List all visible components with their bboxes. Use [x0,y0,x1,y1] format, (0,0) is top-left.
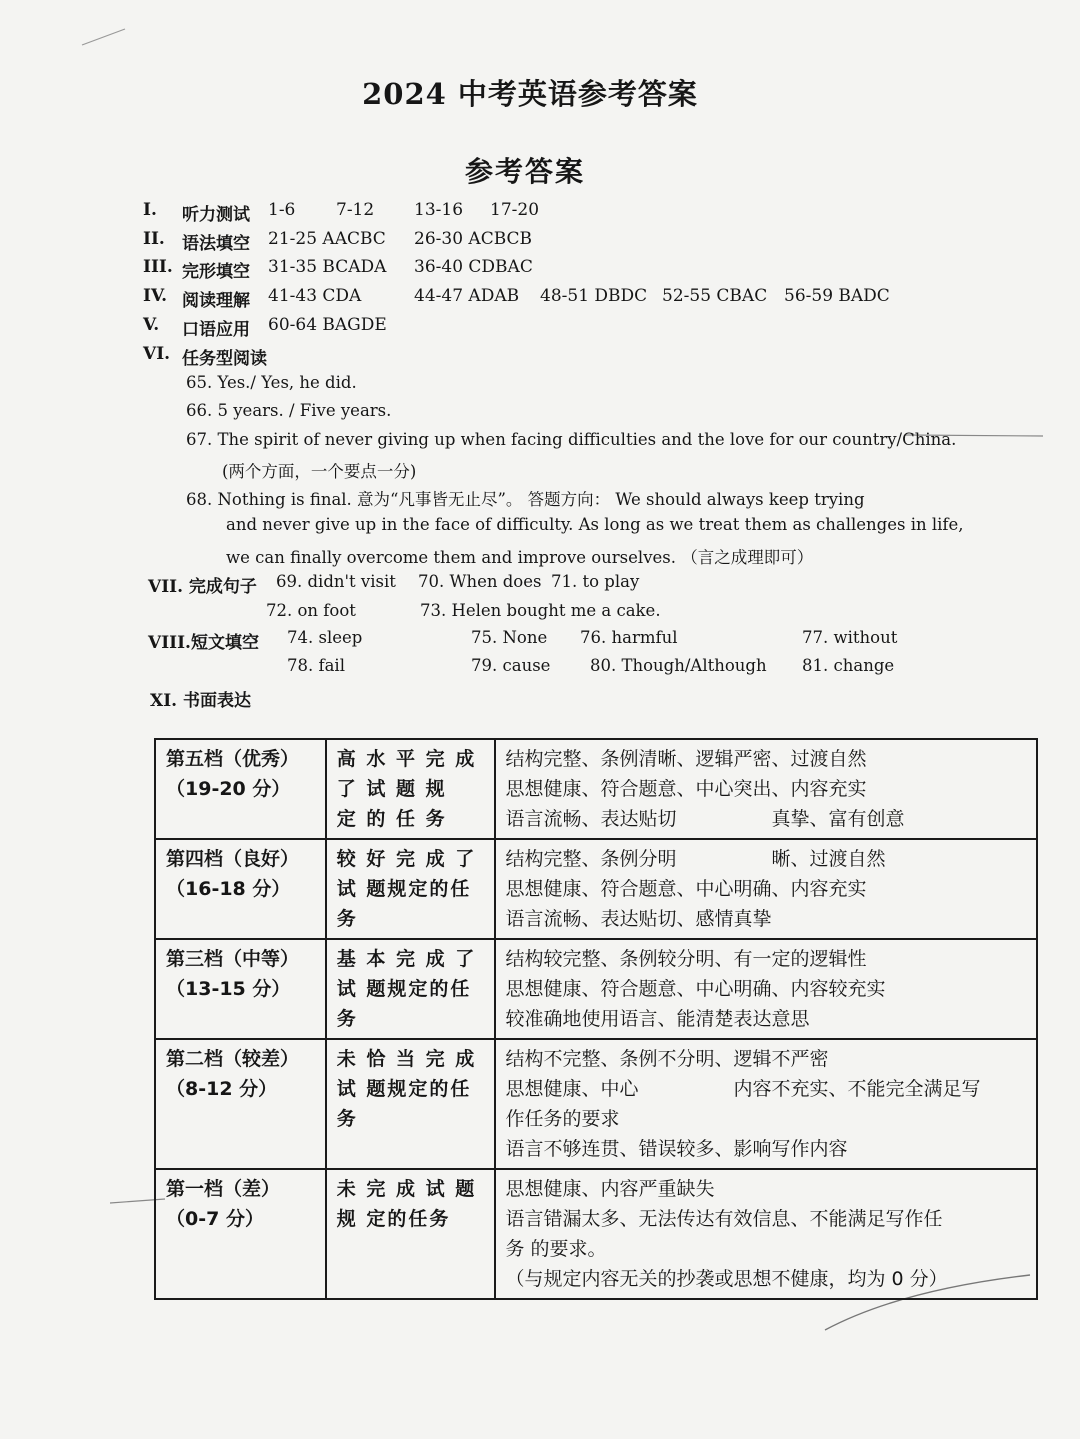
answer-76: 76. harmful [580,628,678,647]
rubric-task-cell [326,1169,495,1299]
rubric-criteria-line: 结构较完整、条例较分明、有一定的逻辑性 [505,948,867,970]
rubric-grade-cell [155,1169,326,1299]
rubric-task-line: 未 恰 当 完 成 [336,1048,477,1070]
rubric-criteria-line: 思想健康、符合题意、中心明确、内容充实 [505,878,867,900]
rubric-criteria-line: 结构完整、条例分明 晰、过渡自然 [505,848,886,870]
writing-rubric-table [154,738,1038,1300]
answer-79: 79. cause [471,656,551,675]
answer-60-64: 60-64 BAGDE [268,315,387,335]
answer-67: 67. The spirit of never giving up when facing difficulties and the love for our country/China. [186,430,957,449]
rubric-grade-line: （16-18 分） [166,878,291,900]
section-name-6: 任务型阅读 [182,349,267,369]
rubric-task-line: 务 [336,1008,358,1030]
section-num-6: VI. [143,344,171,364]
rubric-grade-cell [155,839,326,939]
answer-13-16: 13-16 [414,200,464,220]
rubric-grade-line: 第三档（中等） [166,948,300,970]
rubric-row [155,839,1037,939]
rubric-task-line: 务 [336,908,358,930]
rubric-grade-line: （8-12 分） [166,1078,278,1100]
rubric-criteria-cell [495,739,1037,839]
rubric-grade-cell [155,939,326,1039]
page-subtitle: 参考答案 [464,155,585,188]
section-num-3: III. [143,257,173,277]
rubric-grade-line: 第一档（差） [166,1178,281,1200]
rubric-task-line: 试 题规定的任 [336,1078,472,1100]
answer-48-51: 48-51 DBDC [540,286,648,306]
rubric-grade-line: （19-20 分） [166,778,291,800]
answer-41-43: 41-43 CDA [268,286,362,306]
rubric-task-cell [326,839,495,939]
rubric-criteria-line: 思想健康、符合题意、中心突出、内容充实 [505,778,867,800]
answer-7-12: 7-12 [336,200,375,220]
section-name-3: 完形填空 [182,262,250,282]
section-label-11: XI. 书面表达 [150,691,251,711]
rubric-criteria-line: 思想健康、中心 内容不充实、不能完全满足写 [505,1078,981,1100]
section-name-5: 口语应用 [182,320,250,340]
rubric-grade-cell [155,739,326,839]
answer-21-25: 21-25 AACBC [268,229,386,249]
rubric-task-line: 试 题规定的任 [336,878,472,900]
rubric-criteria-line: 语言不够连贯、错误较多、影响写作内容 [505,1138,848,1160]
rubric-criteria-line: （与规定内容无关的抄袭或思想不健康，均为 0 分） [505,1268,948,1290]
rubric-task-cell [326,939,495,1039]
answer-73: 73. Helen bought me a cake. [420,601,661,620]
page-title: 2024 中考英语参考答案 [362,77,698,111]
rubric-grade-line: （13-15 分） [166,978,291,1000]
rubric-criteria-cell [495,939,1037,1039]
rubric-task-line: 高 水 平 完 成 [336,748,477,770]
rubric-criteria-cell [495,839,1037,939]
rubric-grade-line: 第四档（良好） [166,848,300,870]
scan-stroke-top-left [80,25,130,50]
rubric-grade-cell [155,1039,326,1169]
rubric-grade-line: 第五档（优秀） [166,748,300,770]
section-name-2: 语法填空 [182,234,250,254]
rubric-task-line: 了 试 题 规 [336,778,447,800]
rubric-criteria-cell [495,1169,1037,1299]
answer-72: 72. on foot [266,601,356,620]
rubric-task-cell [326,1039,495,1169]
answer-69: 69. didn't visit [276,572,396,591]
answer-52-55: 52-55 CBAC [662,286,768,306]
rubric-criteria-line: 作任务的要求 [505,1108,620,1130]
rubric-task-line: 规 定的任务 [336,1208,451,1230]
answer-68-line-1: 68. Nothing is final. 意为“凡事皆无止尽”。 答题方向： We should always keep trying [186,490,865,509]
answer-1-6: 1-6 [268,200,296,220]
answer-78: 78. fail [287,656,345,675]
rubric-criteria-line: 语言流畅、表达贴切 真挚、富有创意 [505,808,905,830]
section-label-8: VIII.短文填空 [148,633,259,653]
rubric-criteria-line: 思想健康、内容严重缺失 [505,1178,715,1200]
section-num-1: I. [143,200,157,220]
rubric-task-line: 较 好 完 成 了 [336,848,477,870]
answer-17-20: 17-20 [490,200,540,220]
rubric-criteria-line: 较准确地使用语言、能清楚表达意思 [505,1008,810,1030]
section-name-1: 听力测试 [182,205,250,225]
answer-36-40: 36-40 CDBAC [414,257,533,277]
rubric-task-line: 未 完 成 试 题 [336,1178,477,1200]
rubric-criteria-line: 务 的要求。 [505,1238,607,1260]
answer-68-line-2: and never give up in the face of difficulty. As long as we treat them as challenges in life, [226,515,964,534]
answer-67-note: (两个方面，一个要点一分) [222,462,417,481]
section-num-4: IV. [143,286,168,306]
answer-75: 75. None [471,628,548,647]
answer-66: 66. 5 years. / Five years. [186,401,392,420]
rubric-row [155,939,1037,1039]
rubric-criteria-cell [495,1039,1037,1169]
rubric-row [155,1169,1037,1299]
answer-77: 77. without [802,628,898,647]
rubric-criteria-line: 结构不完整、条例不分明、逻辑不严密 [505,1048,829,1070]
answer-80: 80. Though/Although [590,656,767,675]
answer-44-47: 44-47 ADAB [414,286,520,306]
answer-68-line-3: we can finally overcome them and improve ourselves. （言之成理即可） [226,548,814,567]
rubric-criteria-line: 结构完整、条例清晰、逻辑严密、过渡自然 [505,748,867,770]
rubric-task-line: 试 题规定的任 [336,978,472,1000]
answer-31-35: 31-35 BCADA [268,257,387,277]
answer-26-30: 26-30 ACBCB [414,229,533,249]
answer-74: 74. sleep [287,628,363,647]
rubric-task-line: 务 [336,1108,358,1130]
rubric-grade-line: （0-7 分） [166,1208,264,1230]
rubric-task-cell [326,739,495,839]
section-num-5: V. [143,315,160,335]
answer-71: 71. to play [551,572,640,591]
answer-70: 70. When does [418,572,542,591]
rubric-row [155,1039,1037,1169]
section-label-7: VII. 完成句子 [148,577,257,597]
section-num-2: II. [143,229,165,249]
rubric-task-line: 基 本 完 成 了 [336,948,477,970]
rubric-row [155,739,1037,839]
rubric-criteria-line: 语言流畅、表达贴切、感情真挚 [505,908,772,930]
rubric-criteria-line: 语言错漏太多、无法传达有效信息、不能满足写作任 [505,1208,943,1230]
rubric-criteria-line: 思想健康、符合题意、中心明确、内容较充实 [505,978,886,1000]
answer-81: 81. change [802,656,895,675]
section-name-4: 阅读理解 [182,291,250,311]
rubric-task-line: 定 的 任 务 [336,808,447,830]
rubric-grade-line: 第二档（较差） [166,1048,300,1070]
answer-56-59: 56-59 BADC [784,286,890,306]
answer-65: 65. Yes./ Yes, he did. [186,373,357,392]
